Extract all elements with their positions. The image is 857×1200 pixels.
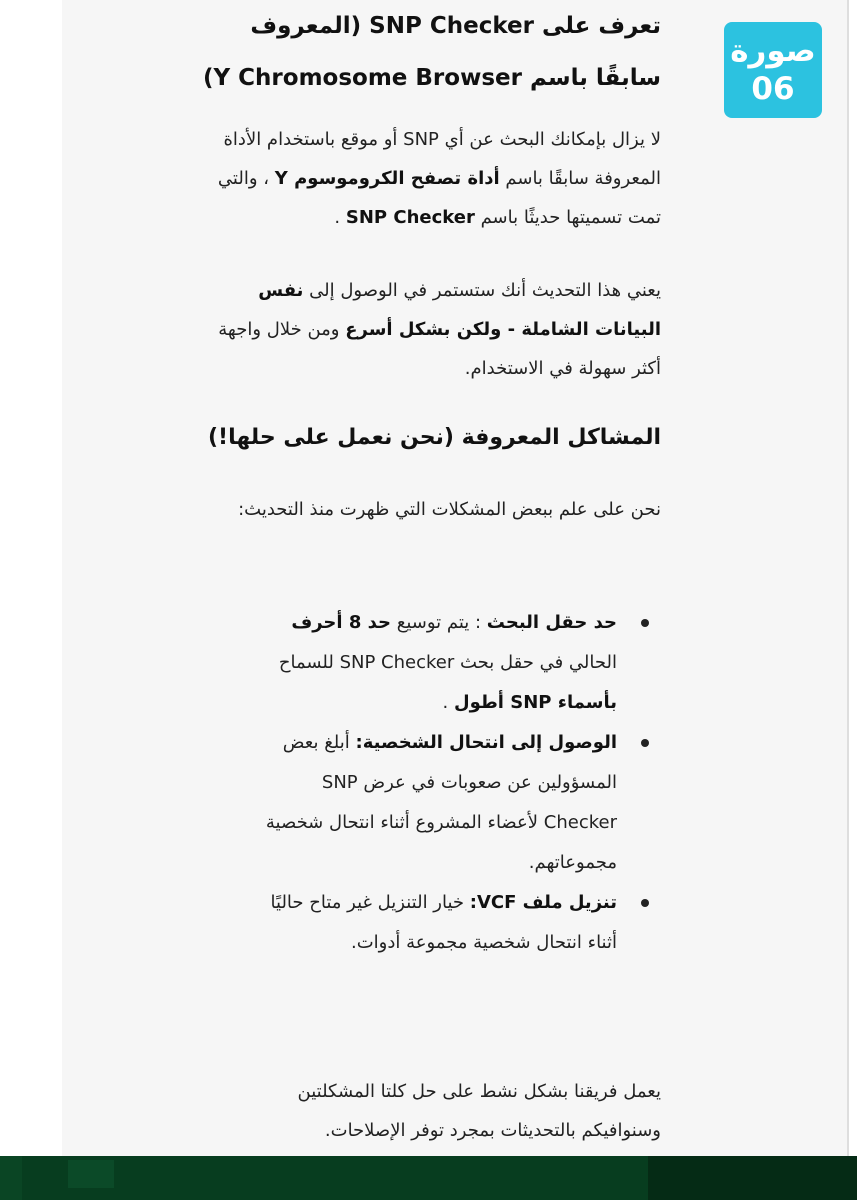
list-item	[261, 603, 661, 723]
list-text: خيار التنزيل غير متاح حاليًا أثناء انتحال شخصية مجموعة أدوات.	[270, 892, 617, 953]
list-text: : يتم توسيع	[391, 612, 487, 633]
bullet-icon	[641, 899, 649, 907]
issues-list	[261, 603, 661, 963]
closing-paragraph: يعمل فريقنا بشكل نشط على حل كلتا المشكلتين وسنوافيكم بالتحديثات بمجرد توفر الإصلاحات.	[297, 1081, 661, 1141]
title-text: SNP Checker	[369, 13, 534, 39]
paragraph-text: لا يزال بإمكانك البحث عن أي SNP أو موقع باستخدام الأداة المعروفة سابقًا باسم	[223, 129, 661, 189]
title-text: تعرف على	[533, 13, 661, 39]
issues-intro-paragraph: نحن على علم ببعض المشكلات التي ظهرت منذ التحديث:	[238, 499, 661, 520]
update-paragraph	[199, 271, 661, 388]
bold-text: أداة تصفح الكروموسوم Y	[274, 168, 500, 189]
badge-label: صورة	[730, 33, 816, 69]
list-text: أبلغ بعض المسؤولين عن صعوبات في عرض SNP Checker لأعضاء المشروع أثناء انتحال شخصية مجموعاتهم.	[265, 732, 617, 873]
bold-text: نفس البيانات الشاملة - ولكن بشكل أسرع	[258, 280, 661, 340]
bold-text: الوصول إلى انتحال الشخصية:	[355, 732, 617, 753]
bottom-bar-segment	[0, 1156, 22, 1200]
bold-text: تنزيل ملف VCF:	[469, 892, 617, 913]
bold-text: SNP Checker	[345, 207, 475, 228]
bold-text: حد 8 أحرف	[291, 612, 392, 633]
article-title	[191, 0, 661, 104]
paragraph-text: ، والتي تمت تسميتها حديثًا باسم	[217, 168, 661, 228]
paragraph-text: .	[334, 207, 346, 228]
list-item	[261, 883, 661, 963]
list-item	[261, 723, 661, 883]
bullet-icon	[641, 739, 649, 747]
bottom-bar-segment	[648, 1156, 857, 1200]
title-text: )	[203, 65, 214, 91]
bottom-bar-segment	[68, 1160, 114, 1188]
known-issues-heading: المشاكل المعروفة (نحن نعمل على حلها!)	[207, 425, 661, 450]
bold-text: حد حقل البحث	[486, 612, 617, 633]
bottom-bar	[0, 1156, 857, 1200]
image-number-badge	[724, 22, 822, 118]
paragraph-text: ومن خلال واجهة أكثر سهولة في الاستخدام.	[218, 319, 661, 379]
intro-paragraph	[199, 120, 661, 237]
title-text: Y Chromosome Browser	[213, 65, 522, 91]
bold-text: بأسماء SNP أطول	[453, 692, 617, 713]
bullet-icon	[641, 619, 649, 627]
list-text: الحالي في حقل بحث SNP Checker للسماح	[278, 652, 617, 673]
badge-number: 06	[751, 71, 795, 107]
title-text: (المعروف سابقًا باسم	[250, 13, 661, 91]
paragraph-text: يعني هذا التحديث أنك ستستمر في الوصول إلى	[303, 280, 661, 301]
list-text: .	[442, 692, 454, 713]
